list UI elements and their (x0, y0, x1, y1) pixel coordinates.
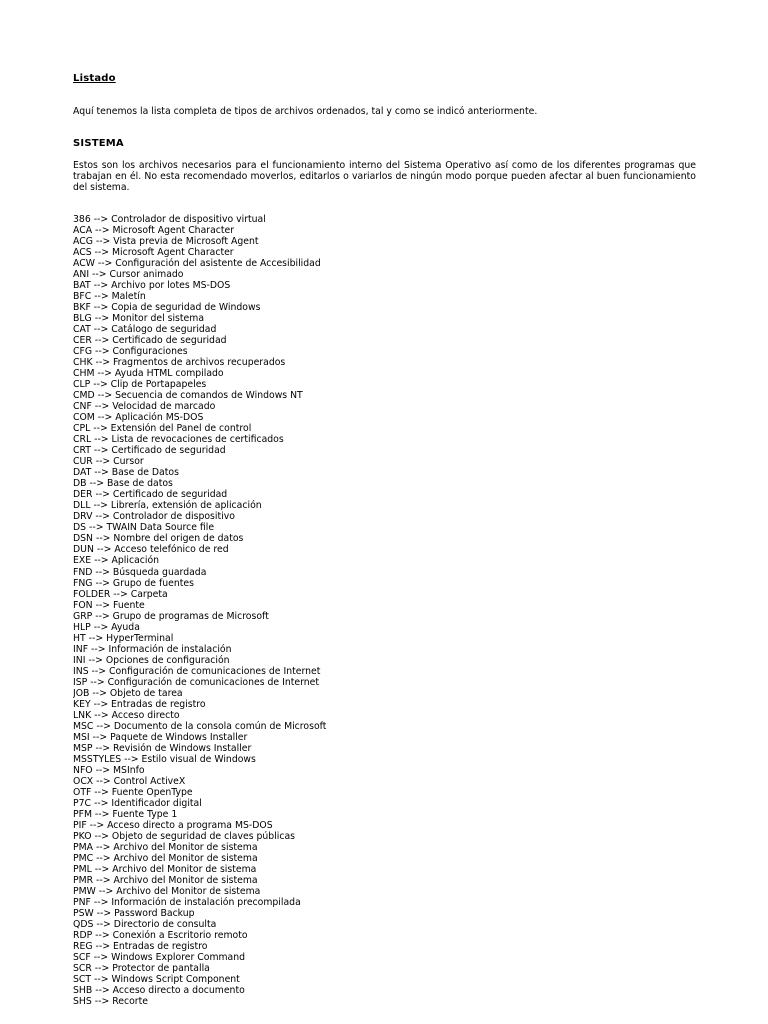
list-item: HT --> HyperTerminal (73, 632, 174, 644)
list-item: BKF --> Copia de seguridad de Windows (73, 302, 261, 314)
list-item: PMW --> Archivo del Monitor de sistema (73, 885, 261, 897)
list-item: CUR --> Cursor (73, 456, 144, 468)
list-item: MSP --> Revisión de Windows Installer (73, 742, 252, 754)
list-item: PFM --> Fuente Type 1 (73, 808, 178, 820)
list-item: INF --> Información de instalación (73, 643, 232, 655)
list-item: PNF --> Información de instalación precompilada (73, 896, 301, 908)
section-description: Estos son los archivos necesarios para el funcionamiento interno del Sistema Operativo así como de los diferentes programas que trabajan en él. No esta recomendado moverlos, editarlos o variarlos de ningún modo porque pueden afectar al buen funcionamiento del sistema. (73, 160, 696, 193)
list-item: BAT --> Archivo por lotes MS-DOS (73, 280, 231, 292)
list-item: DRV --> Controlador de dispositivo (73, 511, 235, 523)
list-item: DLL --> Librería, extensión de aplicación (73, 500, 262, 512)
list-item: P7C --> Identificador digital (73, 797, 202, 809)
list-item: QDS --> Directorio de consulta (73, 919, 217, 930)
list-item: PMC --> Archivo del Monitor de sistema (73, 852, 258, 864)
list-item: BLG --> Monitor del sistema (73, 313, 205, 325)
list-item: FOLDER --> Carpeta (73, 588, 168, 600)
list-item: SHS --> Recorte (73, 996, 148, 1008)
list-item: PSW --> Password Backup (73, 907, 195, 919)
list-item: COM --> Aplicación MS-DOS (73, 412, 204, 424)
file-type-list (73, 214, 326, 1007)
list-item: CRT --> Certificado de seguridad (73, 445, 226, 457)
list-item: CMD --> Secuencia de comandos de Windows NT (73, 390, 303, 402)
list-item: MSSTYLES --> Estilo visual de Windows (73, 753, 256, 765)
list-item: OTF --> Fuente OpenType (73, 786, 193, 798)
list-item: 386 --> Controlador de dispositivo virtual (73, 214, 266, 225)
list-item: INS --> Configuración de comunicaciones de Internet (73, 665, 321, 677)
list-item: REG --> Entradas de registro (73, 941, 208, 953)
list-item: MSC --> Documento de la consola común de Microsoft (73, 720, 327, 732)
list-item: CPL --> Extensión del Panel de control (73, 423, 252, 435)
intro-paragraph: Aquí tenemos la lista completa de tipos de archivos ordenados, tal y como se indicó anteriormente. (73, 106, 538, 117)
list-item: HLP --> Ayuda (73, 621, 140, 633)
list-item: RDP --> Conexión a Escritorio remoto (73, 930, 248, 942)
list-item: CLP --> Clip de Portapapeles (73, 379, 207, 391)
list-item: FND --> Búsqueda guardada (73, 566, 207, 578)
list-item: DER --> Certificado de seguridad (73, 489, 228, 501)
list-item: FON --> Fuente (73, 599, 145, 611)
list-item: SCF --> Windows Explorer Command (73, 952, 246, 964)
list-item: DSN --> Nombre del origen de datos (73, 533, 244, 545)
list-item: ACW --> Configuración del asistente de Accesibilidad (73, 258, 321, 270)
list-item: ACG --> Vista previa de Microsoft Agent (73, 236, 259, 248)
list-item: CFG --> Configuraciones (73, 346, 188, 358)
list-item: PIF --> Acceso directo a programa MS-DOS (73, 819, 273, 831)
list-item: DUN --> Acceso telefónico de red (73, 544, 229, 556)
list-item: CHM --> Ayuda HTML compilado (73, 368, 224, 380)
list-item: CRL --> Lista de revocaciones de certificados (73, 434, 284, 446)
list-item: SHB --> Acceso directo a documento (73, 985, 245, 997)
list-item: PMA --> Archivo del Monitor de sistema (73, 841, 258, 853)
list-item: JOB --> Objeto de tarea (73, 687, 183, 699)
list-item: ISP --> Configuración de comunicaciones de Internet (73, 676, 320, 688)
list-item: NFO --> MSInfo (73, 764, 145, 776)
list-item: PKO --> Objeto de seguridad de claves públicas (73, 830, 296, 842)
list-item: SCT --> Windows Script Component (73, 974, 240, 986)
section-heading: SISTEMA (73, 138, 124, 149)
list-item: MSI --> Paquete de Windows Installer (73, 731, 248, 743)
list-item: DB --> Base de datos (73, 478, 173, 490)
list-item: CNF --> Velocidad de marcado (73, 401, 216, 413)
list-item: PMR --> Archivo del Monitor de sistema (73, 874, 258, 886)
list-item: CER --> Certificado de seguridad (73, 335, 227, 347)
list-item: FNG --> Grupo de fuentes (73, 577, 194, 589)
list-item: CHK --> Fragmentos de archivos recuperados (73, 357, 286, 369)
list-item: ACA --> Microsoft Agent Character (73, 225, 235, 237)
list-item: PML --> Archivo del Monitor de sistema (73, 863, 257, 875)
list-item: ANI --> Cursor animado (73, 269, 184, 281)
list-item: INI --> Opciones de configuración (73, 654, 230, 666)
list-item: ACS --> Microsoft Agent Character (73, 247, 234, 259)
list-item: KEY --> Entradas de registro (73, 698, 206, 710)
list-item: CAT --> Catálogo de seguridad (73, 324, 217, 336)
list-item: DAT --> Base de Datos (73, 467, 179, 479)
list-item: GRP --> Grupo de programas de Microsoft (73, 610, 269, 622)
list-item: OCX --> Control ActiveX (73, 775, 186, 787)
page-title: Listado (73, 73, 116, 84)
list-item: LNK --> Acceso directo (73, 709, 180, 721)
list-item: DS --> TWAIN Data Source file (73, 522, 215, 534)
list-item: EXE --> Aplicación (73, 555, 160, 567)
list-item: SCR --> Protector de pantalla (73, 963, 210, 975)
list-item: BFC --> Maletín (73, 291, 146, 303)
